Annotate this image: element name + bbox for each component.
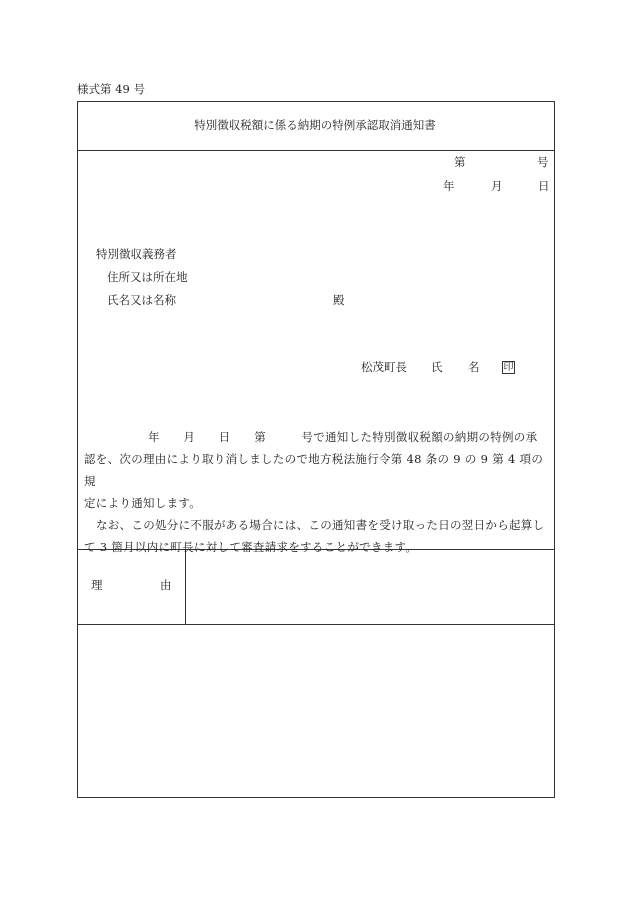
ref-dai: 第 — [454, 155, 466, 169]
reason-field[interactable] — [186, 550, 554, 622]
body-line-4: なお、この処分に不服がある場合には、この通知書を受け取った日の翌日から起算し — [96, 518, 545, 532]
date-hi: 日 — [538, 179, 550, 193]
issuer-shi: 氏 — [431, 360, 443, 374]
body-text — [84, 426, 552, 558]
seal-box: 印 — [503, 362, 514, 373]
reason-label-ri: 理 — [91, 578, 103, 592]
date-nen: 年 — [443, 179, 455, 193]
ref-gou: 号 — [537, 155, 549, 169]
issuer-mei: 名 — [468, 360, 480, 374]
reason-label-yu: 由 — [160, 578, 172, 592]
body-line-2: 認を、次の理由により取り消しましたので地方税法施行令第 48 条の 9 の 9 第 4 項の規 — [84, 452, 544, 488]
recipient-honorific: 殿 — [333, 293, 345, 307]
recipient-heading: 特別徴収義務者 — [96, 247, 177, 261]
recipient-address-label: 住所又は所在地 — [107, 270, 188, 284]
recipient-name-label: 氏名又は名称 — [107, 293, 176, 307]
body-line-5: て 3 箇月以内に町長に対して審査請求をすることができます。 — [84, 540, 418, 554]
body-line-3: 定により通知します。 — [84, 496, 202, 510]
remarks-area[interactable] — [78, 625, 554, 797]
document-title: 特別徴収税額に係る納期の特例承認取消通知書 — [194, 118, 436, 132]
form-number: 様式第 49 号 — [77, 82, 145, 96]
date-tsuki: 月 — [491, 179, 503, 193]
issuer-title: 松茂町長 — [361, 360, 407, 374]
divider-title — [78, 150, 554, 151]
body-line-1: 年 月 日 第 号で通知した特別徴収税額の納期の特例の承 — [148, 430, 538, 444]
